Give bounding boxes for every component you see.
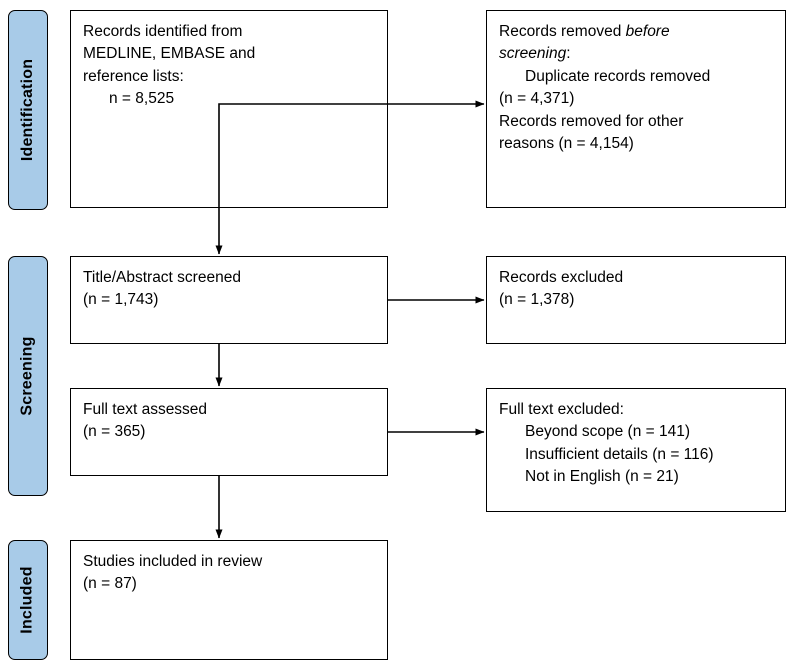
box-studies-included: [70, 540, 388, 660]
box-title-abstract-screened-line-2: (n = 1,743): [83, 291, 159, 309]
box-records-excluded-line-1: Records excluded: [499, 269, 624, 286]
box-records-removed-heading: [499, 21, 773, 43]
box-full-text-excluded-line-4: Not in English (n = 21): [525, 468, 679, 486]
box-title-abstract-screened-line-1: Title/Abstract screened: [83, 269, 241, 286]
box-full-text-excluded: [486, 388, 786, 512]
stage-label-screening-text: Screening: [19, 336, 37, 416]
box-records-removed-heading-a: Records removed: [499, 23, 626, 40]
box-records-excluded: [486, 256, 786, 344]
box-full-text-excluded-line-2: Beyond scope (n = 141): [525, 423, 691, 441]
stage-label-identification: [8, 10, 48, 210]
box-full-text-excluded-line-3: Insufficient details (n = 116): [525, 445, 714, 463]
box-records-removed-line-1: Duplicate records removed: [525, 67, 711, 85]
box-records-removed-heading-b: before: [625, 23, 670, 40]
box-records-excluded-line-2: (n = 1,378): [499, 291, 575, 309]
stage-label-identification-text: Identification: [19, 58, 37, 162]
box-full-text-assessed-line-1: Full text assessed: [83, 401, 208, 418]
box-records-removed-heading-d: :: [566, 45, 571, 63]
box-records-removed-line-3: Records removed for other: [499, 112, 684, 130]
box-full-text-excluded-line-1: Full text excluded:: [499, 401, 624, 418]
box-records-identified-line-1: Records identified from: [83, 23, 243, 40]
box-studies-included-line-1: Studies included in review: [83, 553, 263, 570]
box-full-text-assessed: [70, 388, 388, 476]
stage-label-included-text: Included: [19, 566, 37, 634]
box-records-identified: [70, 10, 388, 208]
box-records-identified-line-4: n = 8,525: [109, 90, 175, 108]
stage-label-included: [8, 540, 48, 660]
box-records-removed-before-screening: [486, 10, 786, 208]
box-records-removed-heading-c: screening: [499, 45, 567, 63]
box-full-text-assessed-line-2: (n = 365): [83, 423, 146, 441]
box-records-removed-heading-2: [499, 43, 773, 65]
stage-label-screening: [8, 256, 48, 496]
box-records-identified-line-3: reference lists:: [83, 67, 184, 85]
box-records-removed-line-4: reasons (n = 4,154): [499, 135, 634, 153]
box-title-abstract-screened: [70, 256, 388, 344]
box-records-removed-line-2: (n = 4,371): [499, 90, 575, 108]
box-studies-included-line-2: (n = 87): [83, 575, 137, 593]
box-records-identified-line-2: MEDLINE, EMBASE and: [83, 45, 256, 63]
